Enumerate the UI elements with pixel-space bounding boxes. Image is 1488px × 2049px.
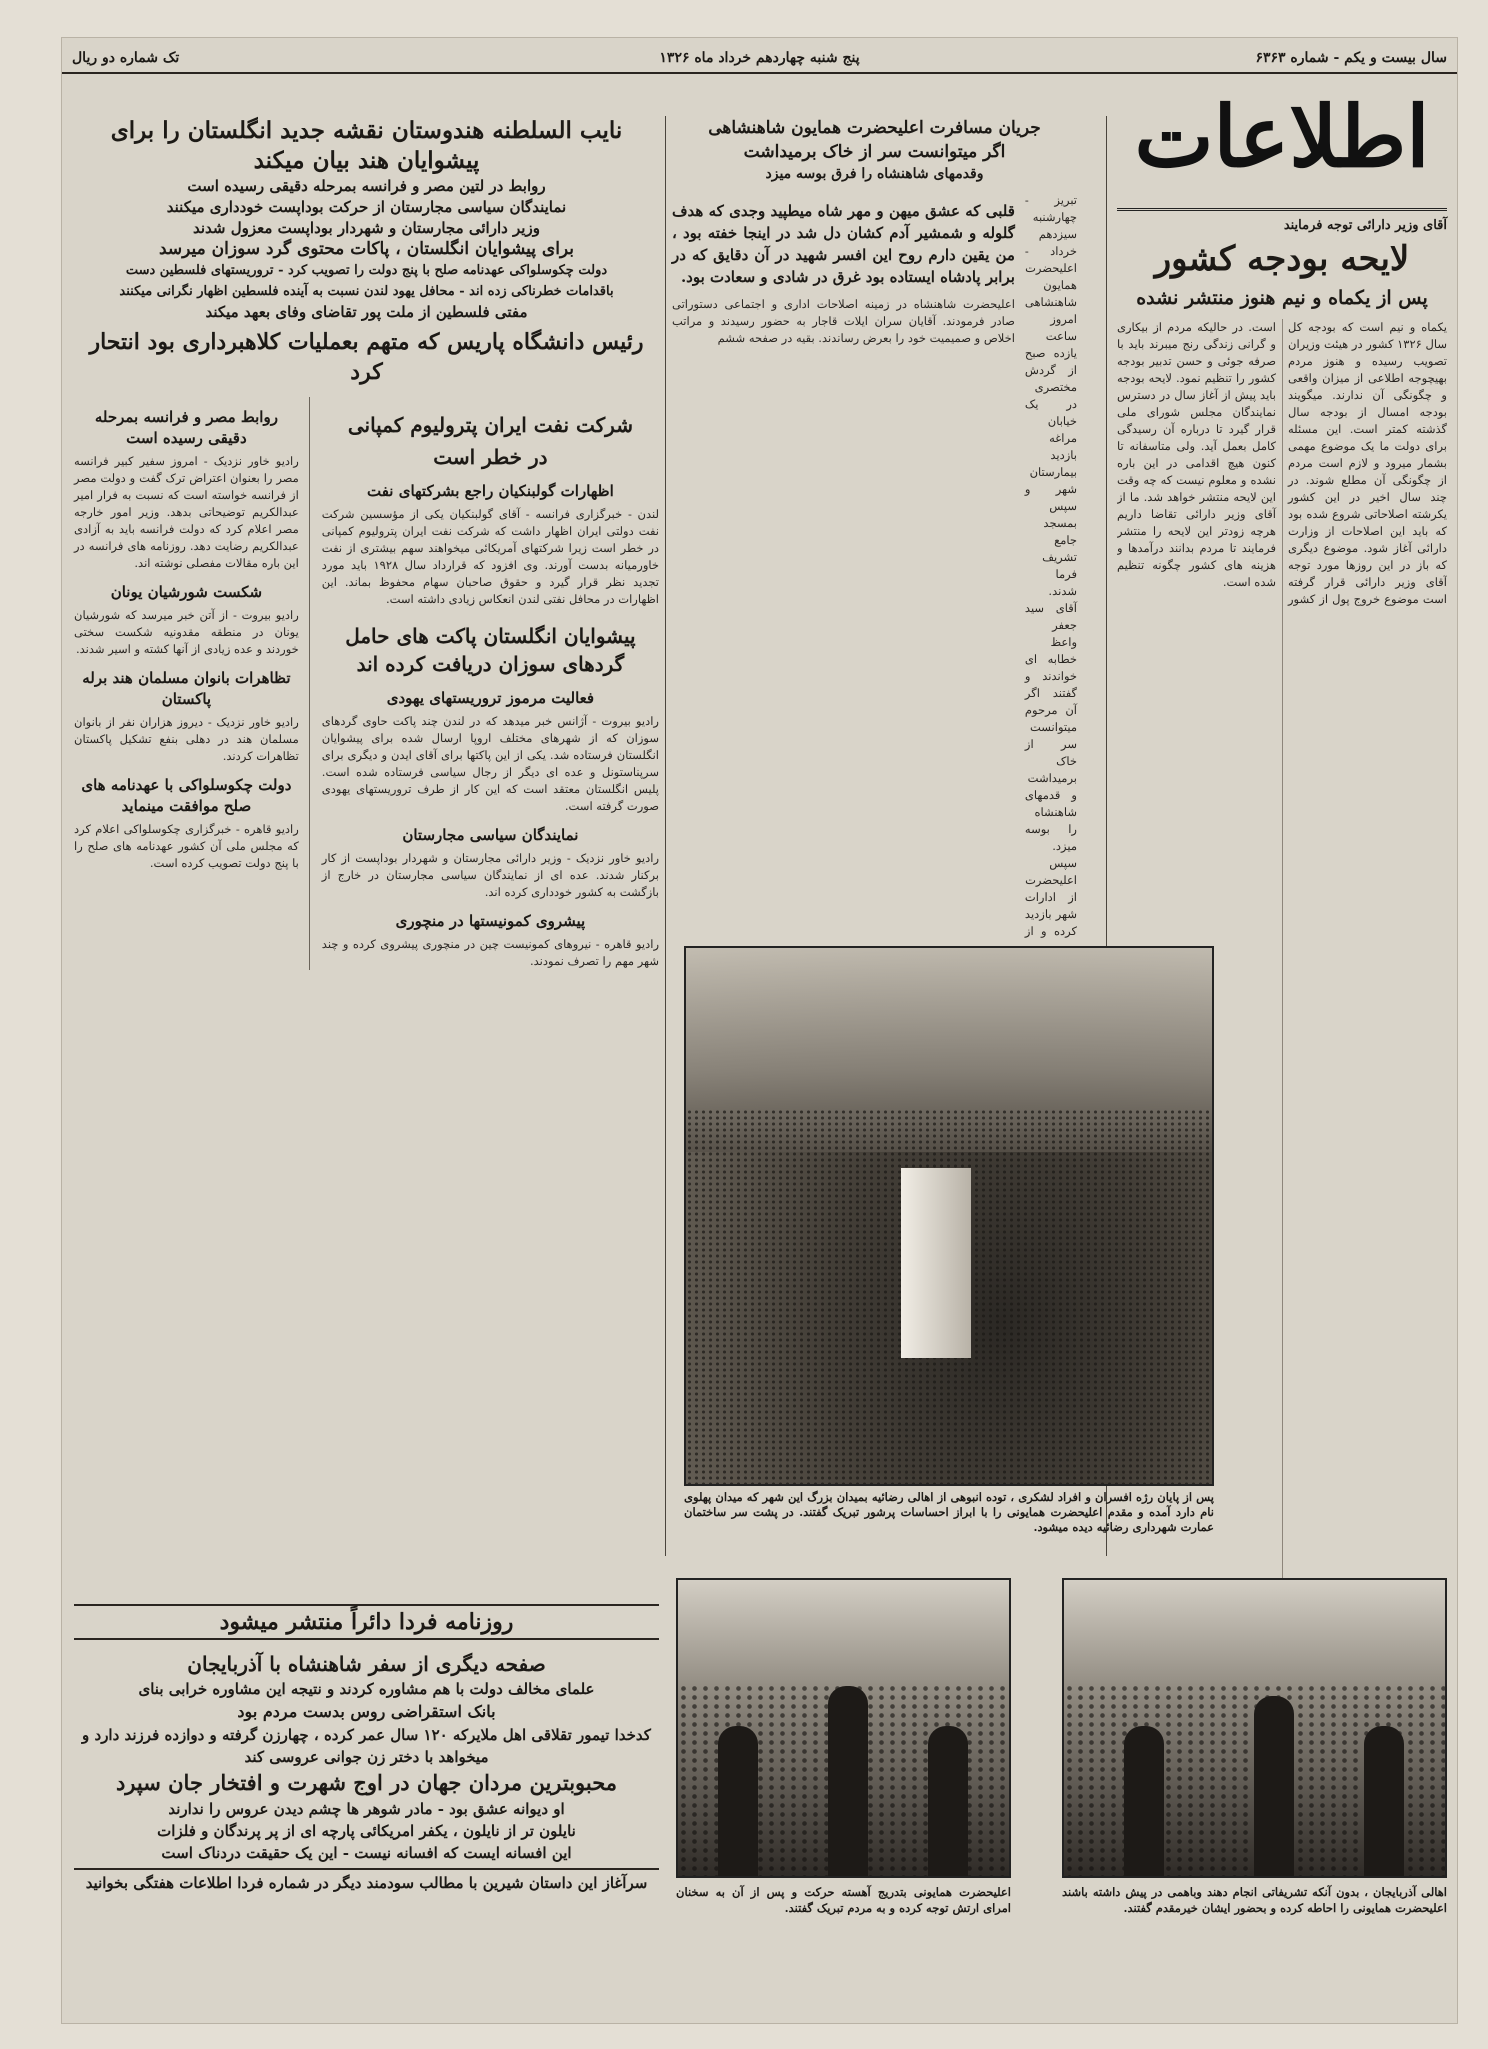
crowd-photo	[684, 946, 1214, 1486]
royal-trip-bold-quote: قلبی که عشق میهن و مهر شاه میطپید وجدی که هدف گلوله و شمشیر آدم کشان دل شد در اینجا خفته بود ، من یقین دارم روح این افسر شهید در آن دقایق که در برابر پادشاه ایستاده بود غرق در شادی و سعادت بود.	[672, 202, 1015, 286]
news-summary-line: مفتی فلسطین از ملت پور تقاضای وفای بعهد میکند	[205, 303, 528, 321]
teaser-line: نایلون تر از نایلون ، یکفر امریکائی پارچه ای از پر پرندگان و فلزات	[157, 1822, 576, 1840]
oil-subhead: اظهارات گولبنکیان راجع بشرکتهای نفت	[366, 482, 614, 500]
weekly-teaser	[74, 1650, 659, 1990]
issue-price: تک شماره دو ریال	[72, 50, 180, 66]
egypt-france-body: رادیو خاور نزدیک - امروز سفیر کبیر فرانسه مصر را بعنوان اعتراض ترک گفت و دولت مصر از فرانسه خواسته است که نسبت به فرار امیر عبدالکریم توضیحاتی بدهد. وزیر امور خارجه مصر اعلام کرد که دولت فرانسه باید به آزادی عبدالکریم رضایت دهد. روزنامه های فرانسه در این باره مقالات مفصلی نوشته اند.	[74, 454, 299, 570]
oil-headline-2: در خطر است	[433, 445, 548, 469]
figure-image	[1254, 1696, 1294, 1876]
royal-trip-headline: جریان مسافرت اعلیحضرت همایون شاهنشاهی	[708, 118, 1041, 138]
budget-subhead: پس از یکماه و نیم هنوز منتشر نشده	[1136, 287, 1428, 309]
tomorrow-banner: روزنامه فردا دائراً منتشر میشود	[74, 1604, 659, 1640]
pakistan-headline: تظاهرات بانوان مسلمان هند برله پاکستان	[82, 669, 291, 708]
royal-trip-column-2	[672, 192, 1015, 1008]
viceroy-headline-2: پیشوایان هند بیان میکند	[253, 147, 480, 174]
crowd-greeting-caption: اهالی آذربایجان ، بدون آنکه تشریفاتی انجام دهند وباهمی در پیش داشته باشند اعلیحضرت همایونی را احاطه کرده و بحضور ایشان خیرمقدم گفتند.	[1062, 1885, 1447, 1915]
figure-image	[928, 1726, 968, 1876]
teaser-line: بانک استقراضی روس بدست مردم بود	[237, 1702, 496, 1721]
news-summary-line: نمایندگان سیاسی مجارستان از حرکت بوداپست خودداری میکنند	[166, 198, 567, 216]
teaser-line: محبوبترین مردان جهان در اوج شهرت و افتخار جان سپرد	[115, 1770, 618, 1795]
world-news-section	[74, 116, 659, 1596]
crowd-greeting-photo	[1062, 1578, 1447, 1878]
czech-body: رادیو قاهره - خبرگزاری چکوسلواکی اعلام کرد که مجلس ملی آن کشور عهدنامه های صلح را با پنج دولت تصویب کرده است.	[74, 822, 299, 870]
hungary-body: رادیو خاور نزدیک - وزیر دارائی مجارستان و شهردار بوداپست از کار برکنار شدند. عده ای از نمایندگان سیاسی مجارستان در خارج از بازگشت به کشور خودداری کرده اند.	[321, 851, 659, 899]
greece-body: رادیو بیروت - از آتن خبر میرسد که شورشیان یونان در منطقه مقدونیه شکست سختی خوردند و عده زیادی از آنها کشته و اسیر شدند.	[74, 608, 299, 656]
budget-headline: لایحه بودجه کشور	[1154, 239, 1410, 279]
shah-photo	[676, 1578, 1011, 1878]
masthead-rule	[1117, 208, 1447, 211]
budget-kicker: آقای وزیر دارائی توجه فرمایند	[1283, 218, 1447, 233]
oil-body: لندن - خبرگزاری فرانسه - آقای گولبنکیان یکی از مؤسسین شرکت نفت دولتی ایران اظهار داشت که شرکت نفت ایران پترولیوم کمپانی در خطر است زیرا شرکتهای آمریکائی میخواهند سهم بیشتری از نفت خاورمیانه بدست آورند. وی افزود که قرارداد سال ۱۹۲۸ باید مورد تجدید نظر قرار گیرد و حقوق صاحبان سهام محفوظ بماند. این اظهارات در محافل نفتی لندن انعکاس زیادی داشته است.	[321, 507, 659, 606]
teaser-line: کدخدا تیمور تقلاقی اهل ملایرکه ۱۲۰ سال عمر کرده ، چهارزن گرفته و دوازده فرزند دارد و میخواهد با دختر زن جوانی عروسی کند	[82, 1726, 651, 1766]
crowd-photo-caption: پس از پایان رژه افسران و افراد لشکری ، توده انبوهی از اهالی رضائیه بمیدان بزرگ این شهر که میدان پهلوی نام دارد آمده و مقدم اعلیحضرت همایونی را با ابراز احساسات پرشور تبریک گفتند. در پشت سر ساختمان عمارت شهرداری رضائیه دیده میشود.	[684, 1490, 1214, 1534]
indonesia-headline: پیشروی کمونیستها در منچوری	[395, 912, 586, 930]
figure-image	[1124, 1726, 1164, 1876]
royal-trip-headline-2: اگر میتوانست سر از خاک برمیداشت	[743, 142, 1006, 162]
figure-image	[718, 1726, 758, 1876]
royal-trip-article	[672, 116, 1077, 938]
royal-trip-body: تبریز - چهارشنبه سیزدهم خرداد - اعلیحضرت همایون شاهنشاهی امروز ساعت یازده صبح از گردش مختصری در یک خیابان مراغه بازدید بیمارستان شهر و سپس بمسجد جامع تشریف فرما شدند. آقای سید جعفر واعظ خطابه ای خواندند و گفتند اگر آن مرحوم میتوانست سر از خاک برمیداشت و قدمهای شاهنشاه را بوسه میزد. سپس اعلیحضرت از ادارات شهر بازدید کرده و از	[1024, 193, 1077, 938]
packages-subhead: فعالیت مرموز تروریستهای یهودی	[386, 689, 595, 707]
teaser-line: این افسانه ایست که افسانه نیست - این یک حقیقت دردناک است	[161, 1844, 572, 1862]
royal-trip-body-2: اعلیحضرت شاهنشاه در زمینه اصلاحات اداری و اجتماعی دستوراتی صادر فرمودند. آقایان سران ایلات قاجار به حضور رسیدند و مراتب اخلاص و صمیمیت خود را بعرض رساندند. بقیه در صفحه ششم	[672, 297, 1015, 345]
budget-body: یکماه و نیم است که بودجه کل سال ۱۳۲۶ کشور در هیئت وزیران تصویب رسیده و هنوز مردم بهیچوجه اطلاعی از میزان واقعی و چگونگی آن ندارند. میگویند بودجه امسال از بودجه سال گذشته کمتر است. این مسئله برای دولت ما یک موضوع مهمی بشمار میرود و لازم است مردم از چگونگی آن مطلع شوند. در چند سال اخیر در این کشور یکرشته اصلاحاتی شروع شده بود که باید این اصلاحات از وزارت دارائی آغاز شود. موضوع دیگری که باز در این روزها مورد توجه آقای وزیر دارائی قرار گرفته است موضوع خروج پول از کشور است. در حالیکه مردم از بیکاری و گرانی زندگی رنج میبرند باید با صرفه جوئی و حسن تدبیر بودجه کشور را تنظیم نمود. لایحه بودجه باید پیش از آغاز سال در دسترس نمایندگان مجلس شورای ملی قرار گیرد تا درباره آن رسیدگی کامل بعمل آید. ولی متاسفانه تا کنون هیچ اقدامی در این باره نشده و معلوم نیست که چه وقت این لایحه منتشر خواهد شد. ما از آقای وزیر دارائی تقاضا داریم هرچه زودتر این لایحه را منتشر فرمایند تا مردم بدانند درآمدها و هزینه های کشور چگونه تنظیم شده است.	[1117, 320, 1447, 606]
news-summary-line: دولت چکوسلواکی عهدنامه صلح با پنج دولت را تصویب کرد - تروریستهای فلسطین دست	[125, 263, 608, 278]
column-rule	[665, 116, 666, 1556]
teaser-line: او دیوانه عشق بود - مادر شوهر ها چشم دیدن عروس را ندارند	[168, 1800, 565, 1818]
indonesia-body: رادیو قاهره - نیروهای کمونیست چین در منچوری پیشروی کرده و چند شهر مهم را تصرف نمودند.	[321, 937, 659, 968]
shah-photo-caption: اعلیحضرت همایونی بتدریج آهسته حرکت و پس از آن به سخنان امرای ارتش توجه کرده و به مردم تبریک گفتند.	[676, 1885, 1011, 1915]
news-summary-line: وزیر دارائی مجارستان و شهردار بوداپست معزول شدند	[193, 219, 540, 237]
pakistan-body: رادیو خاور نزدیک - دیروز هزاران نفر از بانوان مسلمان هند در دهلی بنفع تشکیل پاکستان تظاهرات کردند.	[74, 715, 299, 763]
flag-image	[901, 1168, 971, 1358]
hungary-headline: نمایندگان سیاسی مجارستان	[402, 826, 579, 844]
paris-university-headline: رئیس دانشگاه پاریس که متهم بعملیات کلاهبرداری بود انتحار کرد	[89, 329, 644, 385]
issue-date: پنج شنبه چهاردهم خرداد ماه ۱۳۲۶	[659, 50, 860, 66]
packages-headline: پیشوایان انگلستان پاکت های حامل گردهای سوزان دریافت کرده اند	[345, 624, 636, 676]
packages-body: رادیو بیروت - آژانس خبر میدهد که در لندن چند پاکت حاوی گردهای سوزان که از شهرهای مختلف اروپا ارسال شده برای پیشوایان انگلستان فرستاده شد. یکی از این پاکتها برای آقای ایدن و دیگری برای سرپناستونل و عده ای دیگر از رجال سیاسی فرستاده شده است. پلیس انگلستان معتقد است که این کار از طرف تروریستهای یهودی صورت گرفته است.	[321, 714, 659, 813]
royal-trip-headline-3: وقدمهای شاهنشاه را فرق بوسه میزد	[765, 166, 984, 182]
left-columns	[74, 397, 659, 970]
left-column-b	[74, 397, 310, 970]
oil-headline: شرکت نفت ایران پترولیوم کمپانی	[347, 413, 633, 437]
viceroy-headline: نایب السلطنه هندوستان نقشه جدید انگلستان را برای	[110, 117, 623, 144]
greece-headline: شکست شورشیان یونان	[110, 583, 263, 601]
figure-image	[828, 1686, 868, 1876]
newspaper-page	[62, 38, 1457, 2023]
news-summary-line: روابط در لتین مصر و فرانسه بمرحله دقیقی رسیده است	[187, 177, 546, 195]
news-summary-line: باقدامات خطرناکی زده اند - محافل یهود لندن نسبت به آینده فلسطین اظهار نگرانی میکنند	[119, 284, 614, 299]
teaser-line: سرآغاز این داستان شیرین با مطالب سودمند دیگر در شماره فردا اطلاعات هفتگی بخوانید	[74, 1868, 659, 1894]
royal-trip-columns	[672, 192, 1077, 1008]
egypt-france-headline: روابط مصر و فرانسه بمرحله دقیقی رسیده است	[94, 408, 278, 447]
left-column-a	[322, 397, 659, 970]
header-bar	[62, 44, 1457, 74]
masthead-logo: اطلاعات	[1134, 87, 1430, 186]
czech-headline: دولت چکوسلواکی با عهدنامه های صلح موافقت مینماید	[81, 776, 292, 815]
news-summary-line: برای پیشوایان انگلستان ، پاکات محتوی گرد سوزان میرسد	[158, 239, 575, 259]
masthead	[1117, 82, 1447, 202]
teaser-line: صفحه دیگری از سفر شاهنشاه با آذربایجان	[187, 1652, 546, 1676]
teaser-line: علمای مخالف دولت با هم مشاوره کردند و نتیجه این مشاوره خرابی بنای	[138, 1680, 595, 1698]
issue-number: سال بیست و یکم - شماره ۶۳۶۳	[1255, 50, 1447, 66]
figure-image	[1364, 1726, 1404, 1876]
